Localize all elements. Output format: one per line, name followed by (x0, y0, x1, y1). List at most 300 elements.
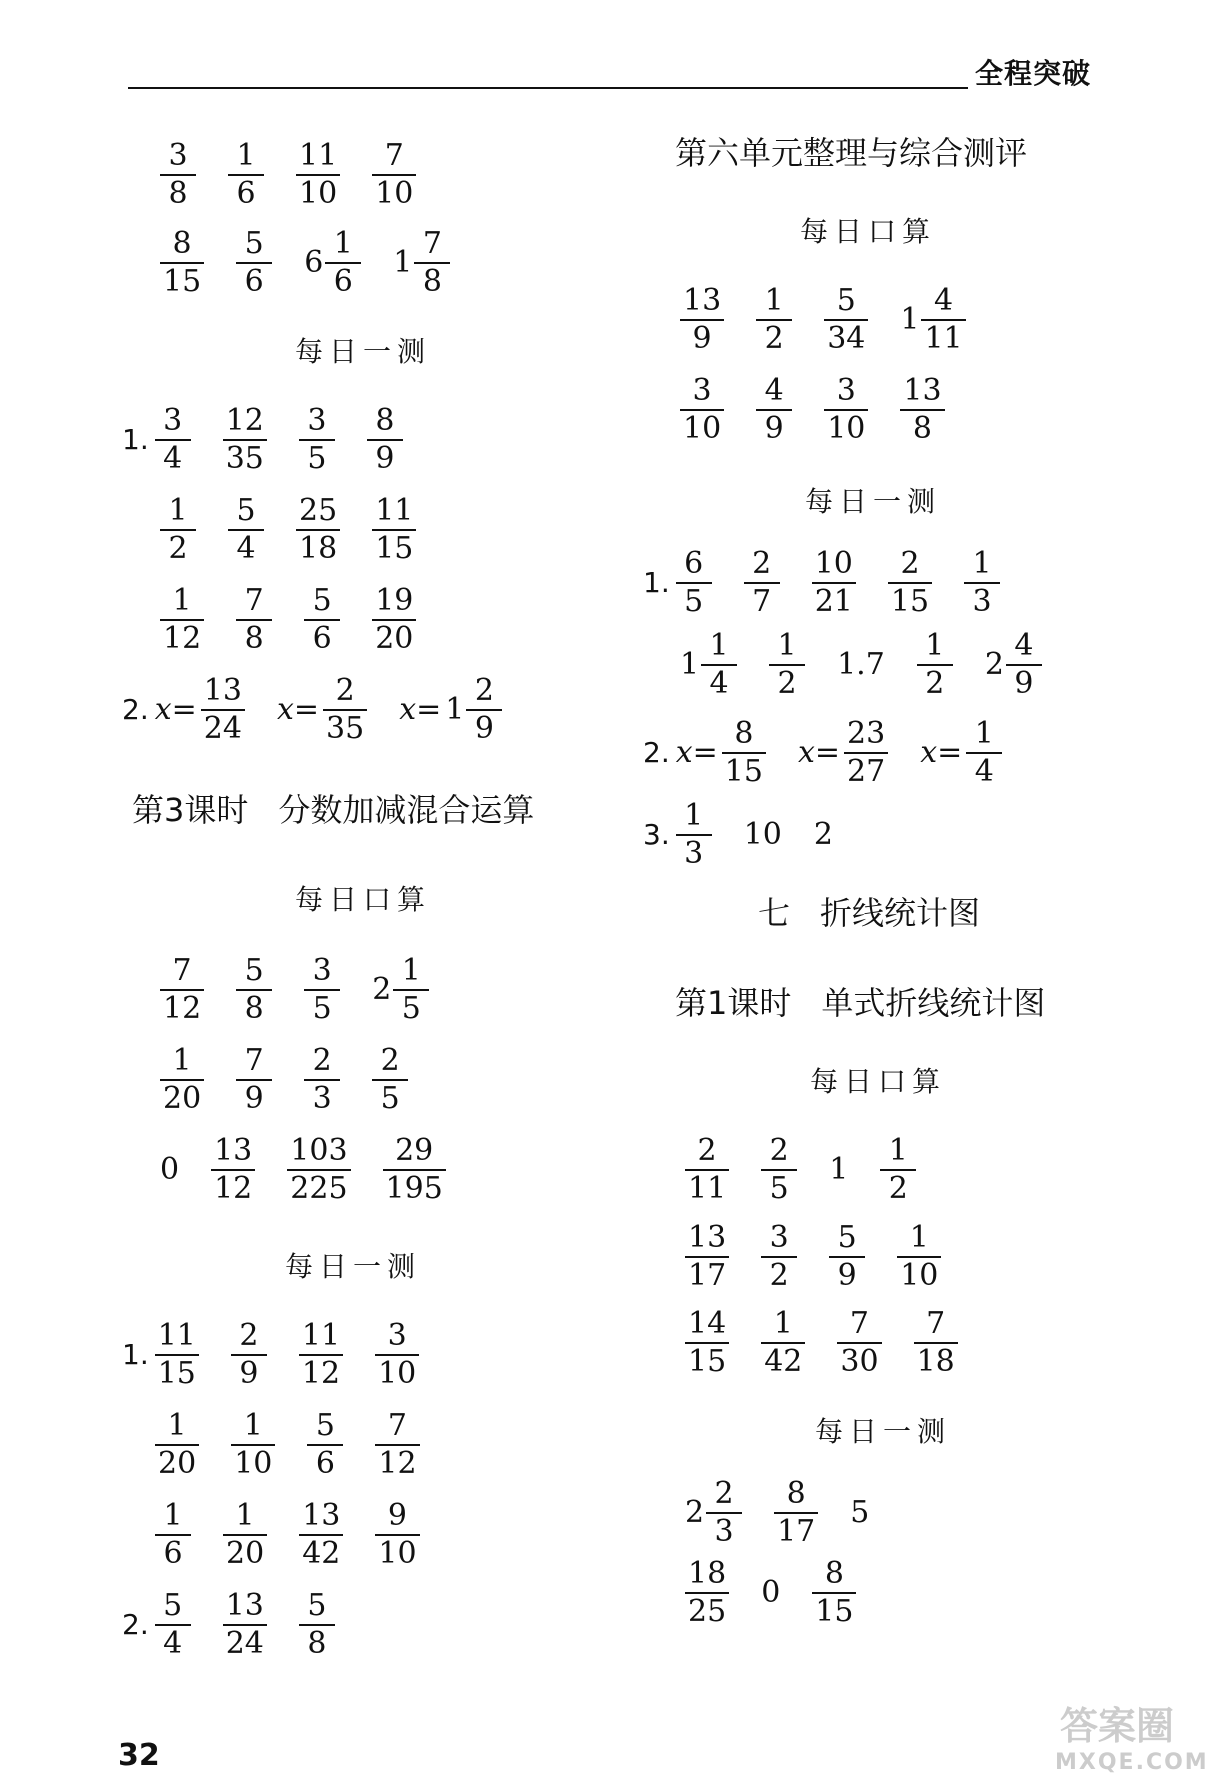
numerator: 2 (714, 1476, 734, 1511)
denominator: 5 (401, 990, 421, 1026)
numerator: 5 (236, 493, 256, 528)
answer-item (761, 1308, 805, 1377)
fraction (299, 1320, 343, 1389)
answer-value: 0 (160, 1152, 180, 1187)
numerator: 1 (401, 953, 421, 988)
answer-item (680, 375, 724, 444)
numerator: 3 (769, 1220, 789, 1255)
denominator: 5 (307, 440, 327, 476)
fraction (769, 630, 805, 699)
answer-item (155, 1410, 199, 1479)
fraction (228, 495, 264, 564)
denominator: 4 (163, 440, 183, 476)
numerator: 8 (172, 226, 192, 261)
fraction (685, 1135, 729, 1204)
answer-item (160, 140, 196, 209)
fraction (756, 375, 792, 444)
fraction (685, 1558, 729, 1627)
denominator: 4 (236, 530, 256, 566)
answer-item (685, 1478, 742, 1547)
numerator: 8 (824, 1556, 844, 1591)
answer-value: 2 (813, 817, 833, 852)
denominator: 35 (225, 440, 264, 476)
answer-item (685, 1135, 729, 1204)
answer-item (299, 1590, 335, 1659)
equation-variable (277, 692, 319, 727)
answer-item (900, 285, 965, 354)
fraction (236, 955, 272, 1024)
equals-sign: = (293, 692, 320, 727)
answer-row (685, 1135, 948, 1204)
mixed-whole: 1 (393, 245, 413, 280)
denominator: 12 (214, 1170, 253, 1206)
question-number: 1. (643, 566, 670, 599)
answer-value: 0 (761, 1575, 781, 1610)
answer-item (920, 718, 1002, 787)
fraction (299, 1590, 335, 1659)
numerator: 7 (244, 1043, 264, 1078)
numerator: 7 (422, 226, 442, 261)
answer-item (375, 1410, 419, 1479)
numerator: 2 (900, 546, 920, 581)
fraction (160, 1045, 204, 1114)
answer-item (299, 1320, 343, 1389)
answer-item (880, 1135, 916, 1204)
answer-item (304, 228, 361, 297)
numerator: 1 (972, 546, 992, 581)
answer-item (160, 228, 204, 297)
denominator: 11 (688, 1170, 727, 1206)
answer-item (299, 1500, 343, 1569)
answer-item (236, 228, 272, 297)
fraction (372, 585, 416, 654)
fraction (160, 955, 204, 1024)
fraction (231, 1410, 275, 1479)
answer-item (399, 675, 502, 744)
answer-item (685, 1558, 729, 1627)
fraction (323, 675, 367, 744)
answer-item (676, 800, 712, 869)
fraction (372, 140, 416, 209)
mixed-whole: 1 (445, 692, 465, 727)
fraction (375, 1410, 419, 1479)
denominator: 4 (974, 753, 994, 789)
fraction (917, 630, 953, 699)
fraction (160, 585, 204, 654)
numerator: 2 (239, 1318, 259, 1353)
question-number: 2. (122, 693, 149, 726)
chapter-title: 折线统计图 (820, 894, 981, 932)
denominator: 12 (378, 1445, 417, 1481)
answer-item (680, 285, 724, 354)
numerator: 29 (395, 1133, 434, 1168)
fraction (1006, 630, 1042, 699)
denominator: 6 (333, 263, 353, 299)
answer-row (680, 285, 998, 354)
fraction (774, 1478, 818, 1547)
answer-row (685, 1308, 990, 1377)
denominator: 9 (474, 710, 494, 746)
fraction (372, 495, 416, 564)
fraction (160, 495, 196, 564)
question-number: 3. (643, 818, 670, 851)
numerator: 13 (203, 673, 242, 708)
answer-item (685, 1308, 729, 1377)
section-daily-oral: 每日口算 (810, 1065, 947, 1098)
fraction (761, 1135, 797, 1204)
denominator: 3 (312, 1080, 332, 1116)
fraction (676, 800, 712, 869)
fraction (761, 1222, 797, 1291)
answer-item (798, 718, 888, 787)
fraction (921, 285, 965, 354)
section-daily-oral: 每日口算 (295, 883, 432, 916)
numerator: 5 (244, 226, 264, 261)
denominator: 11 (924, 320, 963, 356)
numerator: 9 (387, 1498, 408, 1533)
denominator: 5 (684, 583, 704, 619)
answer-item (888, 548, 932, 617)
denominator: 9 (837, 1257, 857, 1293)
denominator: 9 (764, 410, 784, 446)
numerator: 3 (692, 373, 712, 408)
denominator: 17 (688, 1257, 727, 1293)
numerator: 3 (307, 403, 327, 438)
answer-item (761, 1135, 797, 1204)
denominator: 10 (683, 410, 722, 446)
numerator: 1 (684, 798, 704, 833)
answer-item (296, 495, 340, 564)
fraction (299, 405, 335, 474)
answer-item (769, 630, 805, 699)
denominator: 12 (163, 990, 202, 1026)
numerator: 1 (236, 138, 256, 173)
answer-row (155, 1410, 452, 1479)
answer-item (304, 1045, 340, 1114)
numerator: 13 (225, 1588, 264, 1623)
denominator: 6 (236, 175, 256, 211)
denominator: 4 (163, 1625, 183, 1661)
answer-row (685, 1558, 888, 1627)
numerator: 4 (1014, 628, 1034, 663)
denominator: 2 (168, 530, 188, 566)
fraction (680, 375, 724, 444)
answer-row (160, 495, 448, 564)
denominator: 2 (888, 1170, 908, 1206)
denominator: 12 (301, 1355, 341, 1391)
answer-item (211, 1135, 255, 1204)
answer-row (160, 955, 461, 1024)
numerator: 1 (235, 1498, 255, 1533)
lesson-heading (675, 978, 1045, 1024)
fraction (722, 718, 766, 787)
numerator: 11 (157, 1318, 196, 1353)
fraction (299, 1500, 343, 1569)
numerator: 11 (299, 138, 338, 173)
fraction (375, 1500, 419, 1569)
fraction (304, 585, 340, 654)
denominator: 20 (158, 1445, 197, 1481)
answer-row (160, 585, 448, 654)
answer-value: 1 (829, 1152, 849, 1187)
fraction (155, 1410, 199, 1479)
variable-x: x (399, 692, 417, 727)
numerator: 18 (688, 1556, 727, 1591)
answer-value: 5 (850, 1495, 870, 1530)
question-number: 2. (122, 1608, 149, 1641)
numerator: 4 (764, 373, 784, 408)
fraction (761, 1308, 805, 1377)
numerator: 1 (709, 628, 729, 663)
denominator: 15 (157, 1355, 196, 1391)
numerator: 1 (974, 716, 994, 751)
fraction (744, 548, 780, 617)
answer-item (277, 675, 367, 744)
fraction (211, 1135, 255, 1204)
denominator: 8 (244, 620, 264, 656)
watermark-logo: 答案圈 (1060, 1704, 1175, 1748)
answer-item (824, 285, 868, 354)
answer-item (676, 548, 712, 617)
fraction (296, 495, 340, 564)
equals-sign: = (171, 692, 197, 727)
numerator: 5 (312, 583, 332, 618)
numerator: 13 (688, 1220, 727, 1255)
chapter-heading (758, 888, 980, 934)
numerator: 11 (375, 493, 414, 528)
question-number: 2. (643, 736, 670, 769)
fraction (880, 1135, 916, 1204)
answer-item (756, 375, 792, 444)
denominator: 20 (163, 1080, 202, 1116)
fraction (966, 718, 1002, 787)
answer-item (812, 548, 856, 617)
numerator: 3 (163, 403, 183, 438)
denominator: 6 (312, 620, 332, 656)
denominator: 2 (769, 1257, 789, 1293)
fraction (287, 1135, 350, 1204)
denominator: 10 (378, 1355, 417, 1391)
lesson-heading (132, 785, 534, 831)
numerator: 103 (290, 1133, 348, 1168)
answer-item (375, 1500, 419, 1569)
answer-row (160, 1045, 440, 1114)
section-daily-test: 每日一测 (285, 1250, 422, 1283)
numerator: 19 (375, 583, 414, 618)
numerator: 3 (168, 138, 188, 173)
answer-item (155, 675, 245, 744)
denominator: 2 (764, 320, 784, 356)
lesson-subtitle: 单式折线统计图 (821, 984, 1046, 1022)
numerator: 5 (307, 1588, 327, 1623)
answer-item (774, 1478, 818, 1547)
section-daily-test: 每日一测 (295, 335, 432, 368)
denominator: 6 (315, 1445, 335, 1481)
numerator: 5 (837, 1220, 857, 1255)
numerator: 1 (909, 1220, 929, 1255)
numerator: 14 (688, 1306, 727, 1341)
answer-item (372, 1045, 408, 1114)
denominator: 20 (375, 620, 414, 656)
equals-sign: = (814, 735, 841, 770)
answer-item (685, 1222, 729, 1291)
denominator: 30 (840, 1343, 879, 1379)
answer-row (643, 718, 1034, 787)
denominator: 10 (234, 1445, 273, 1481)
answer-row (685, 1478, 901, 1547)
denominator: 8 (168, 175, 188, 211)
answer-row (160, 1135, 478, 1204)
answer-item (223, 1500, 267, 1569)
fraction (680, 285, 724, 354)
numerator: 7 (849, 1306, 870, 1341)
fraction (812, 548, 856, 617)
denominator: 15 (724, 753, 763, 789)
denominator: 18 (299, 530, 338, 566)
denominator: 8 (244, 990, 264, 1026)
answer-item (304, 585, 340, 654)
fraction (676, 548, 712, 617)
denominator: 15 (815, 1593, 854, 1629)
fraction (756, 285, 792, 354)
fraction (236, 1045, 272, 1114)
numerator: 2 (769, 1133, 789, 1168)
answer-item (236, 585, 272, 654)
denominator: 27 (847, 753, 886, 789)
denominator: 25 (688, 1593, 727, 1629)
numerator: 5 (836, 283, 856, 318)
fraction (223, 405, 267, 474)
answer-item (228, 495, 264, 564)
fraction (223, 1590, 267, 1659)
denominator: 15 (163, 263, 202, 299)
answer-row (122, 675, 534, 744)
numerator: 1 (773, 1306, 793, 1341)
answer-item (393, 228, 450, 297)
answer-item (383, 1135, 446, 1204)
mixed-whole: 2 (372, 972, 392, 1007)
answer-row (122, 405, 435, 474)
fraction (466, 675, 502, 744)
denominator: 10 (378, 1535, 417, 1571)
answer-item (985, 630, 1042, 699)
fraction (325, 228, 361, 297)
answer-item (676, 718, 766, 787)
answer-item (897, 1222, 941, 1291)
answer-item (299, 405, 335, 474)
denominator: 12 (163, 620, 202, 656)
question-number: 1. (122, 1338, 149, 1371)
equation-variable (920, 735, 962, 770)
numerator: 8 (734, 716, 754, 751)
fraction (414, 228, 450, 297)
fraction (296, 140, 340, 209)
denominator: 3 (972, 583, 992, 619)
answer-item (829, 1222, 865, 1291)
fraction (155, 1500, 191, 1569)
answer-row (643, 800, 865, 869)
variable-x: x (920, 735, 938, 770)
variable-x: x (154, 692, 172, 727)
denominator: 2 (925, 665, 945, 701)
answer-item (900, 375, 944, 444)
fraction (812, 1558, 856, 1627)
numerator: 13 (903, 373, 942, 408)
header-rule (128, 87, 968, 89)
mixed-whole: 1 (900, 302, 920, 337)
fraction (155, 1320, 199, 1389)
section-daily-test: 每日一测 (815, 1415, 952, 1448)
numerator: 1 (777, 628, 797, 663)
numerator: 5 (244, 953, 264, 988)
answer-value: 10 (743, 817, 782, 852)
denominator: 10 (827, 410, 866, 446)
denominator: 10 (299, 175, 338, 211)
fraction (837, 1308, 881, 1377)
denominator: 4 (709, 665, 729, 701)
numerator: 23 (847, 716, 886, 751)
answer-item (372, 140, 416, 209)
equals-sign: = (937, 735, 963, 770)
fraction (228, 140, 264, 209)
answer-row (160, 140, 448, 209)
numerator: 1 (925, 628, 945, 663)
answer-row (160, 228, 482, 297)
numerator: 3 (312, 953, 332, 988)
equals-sign: = (692, 735, 718, 770)
answer-row (680, 630, 1074, 699)
answer-item (155, 1590, 191, 1659)
mixed-whole: 2 (685, 1495, 705, 1530)
answer-row (155, 1500, 452, 1569)
fraction (900, 375, 944, 444)
numerator: 7 (384, 138, 404, 173)
numerator: 3 (387, 1318, 407, 1353)
denominator: 5 (380, 1080, 400, 1116)
answer-item (744, 548, 780, 617)
answer-item (914, 1308, 958, 1377)
answer-item (824, 375, 868, 444)
numerator: 8 (786, 1476, 806, 1511)
denominator: 24 (203, 710, 242, 746)
answer-item (307, 1410, 343, 1479)
denominator: 7 (752, 583, 772, 619)
section-daily-oral: 每日口算 (800, 215, 937, 248)
denominator: 225 (290, 1170, 348, 1206)
answer-item (155, 405, 191, 474)
numerator: 13 (302, 1498, 341, 1533)
denominator: 15 (375, 530, 414, 566)
answer-item (287, 1135, 350, 1204)
answer-item (917, 630, 953, 699)
answer-item (155, 1320, 199, 1389)
fraction (201, 675, 245, 744)
answer-item (223, 1590, 267, 1659)
fraction (824, 375, 868, 444)
fraction (155, 1590, 191, 1659)
chapter-number: 七 (758, 894, 791, 932)
fraction (964, 548, 1000, 617)
fraction (685, 1308, 729, 1377)
numerator: 1 (333, 226, 353, 261)
lesson-subtitle: 分数加减混合运算 (278, 791, 535, 829)
answer-item (296, 140, 340, 209)
fraction (231, 1320, 267, 1389)
fraction (706, 1478, 742, 1547)
denominator: 9 (244, 1080, 264, 1116)
denominator: 5 (769, 1170, 789, 1206)
denominator: 18 (916, 1343, 955, 1379)
